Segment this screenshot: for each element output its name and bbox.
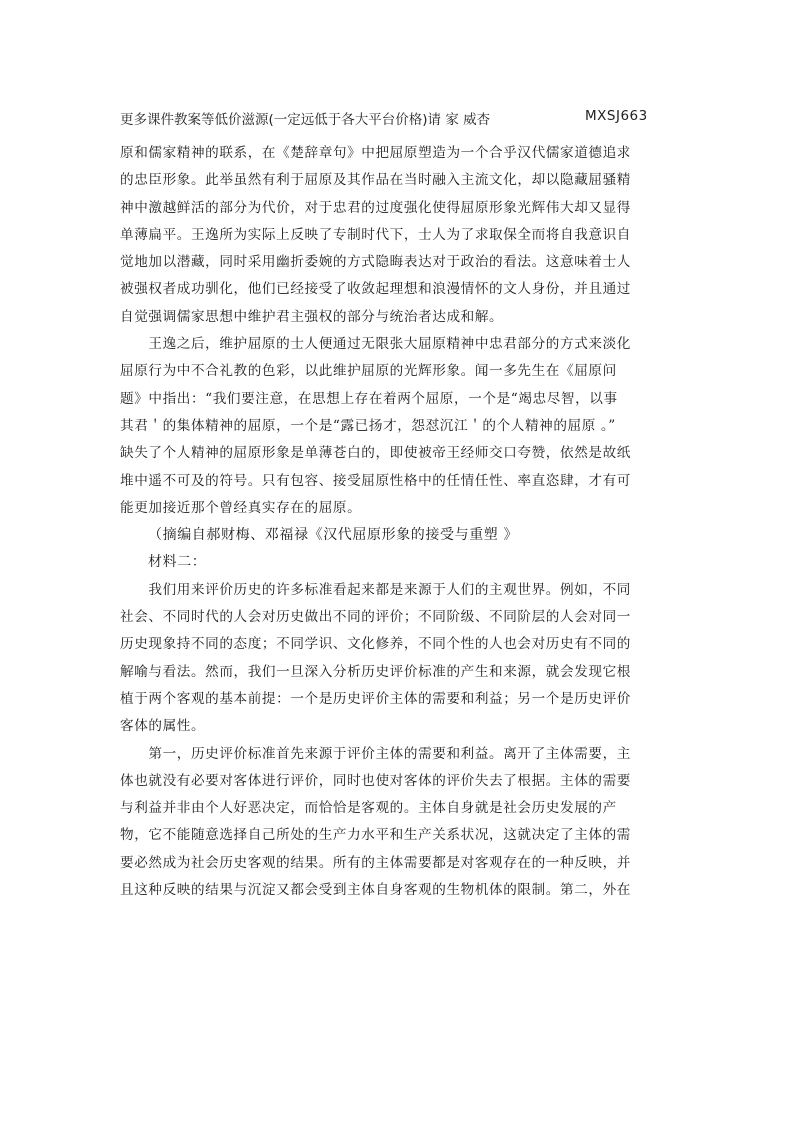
text-line: 王逸之后，维护屈原的士人便通过无限张大屈原精神中忠君部分的方式来淡化 <box>120 336 631 353</box>
text-line: 物，它不能随意选择自己所处的生产力水平和生产关系状况，这就决定了主体的需 <box>120 827 631 844</box>
text-line: 解喻与看法。然而，我们一旦深入分析历史评价标准的产生和来源，就会发现它根 <box>120 663 631 680</box>
text-line: 能更加接近那个曾经真实存在的屈原。 <box>120 499 362 516</box>
text-line: 植于两个客观的基本前提：一个是历史评价主体的需要和利益；另一个是历史评价 <box>120 690 631 707</box>
text-line: 屈原行为中不合礼教的色彩，以此维护屈原的光辉形象。闻一多先生在《屈原问 <box>120 363 617 380</box>
material-label: 材料二： <box>148 554 207 571</box>
text-line: 且这种反映的结果与沉淀又都会受到主体自身客观的生物机体的限制。第二，外在 <box>120 882 631 899</box>
text-line: 社会、不同时代的人会对历史做出不同的评价；不同阶级、不同阶层的人会对同一 <box>120 609 631 626</box>
page-header <box>120 108 680 130</box>
text-line: 与利益并非由个人好恶决定，而恰恰是客观的。主体自身就是社会历史发展的产 <box>120 800 617 817</box>
text-line: 客体的属性。 <box>120 718 206 735</box>
text-line: 的忠臣形象。此举虽然有利于屈原及其作品在当时融入主流文化，却以隐藏屈骚精 <box>120 172 631 189</box>
text-line: 堆中遥不可及的符号。只有包容、接受屈原性格中的任情任性、率直恣肆，才有可 <box>120 472 631 489</box>
text-line: 觉地加以潜藏，同时采用幽折委婉的方式隐晦表达对于政治的看法。这意味着士人 <box>120 254 631 271</box>
text-line: 历史现象持不同的态度；不同学识、文化修养，不同个性的人也会对历史有不同的 <box>120 636 631 653</box>
text-line: 要必然成为社会历史客观的结果。所有的主体需要都是对客观存在的一种反映，并 <box>120 854 631 871</box>
text-line: 我们用来评价历史的许多标准看起来都是来源于人们的主观世界。例如，不同 <box>120 581 631 598</box>
text-line: 原和儒家精神的联系，在《楚辞章句》中把屈原塑造为一个合乎汉代儒家道德追求 <box>120 145 631 161</box>
header-promo-text: 更多课件教案等低价滋源(一定远低于各大平台价格)请 家 威杏 <box>120 112 491 128</box>
header-contact-id: MXSJ663 <box>585 108 648 124</box>
body-text <box>120 140 660 904</box>
text-line: 体也就没有必要对客体进行评价，同时也使对客体的评价失去了根据。主体的需要 <box>120 772 631 789</box>
text-line: 题》中指出：“我们要注意，在思想上存在着两个屈原，一个是“竭忠尽智，以事 <box>120 390 618 407</box>
text-line: 被强权者成功驯化，他们已经接受了收敛起理想和浪漫情怀的文人身份，并且通过 <box>120 281 631 298</box>
text-line: 单薄扁平。王逸所为实际上反映了专制时代下，士人为了求取保全而将自我意识自 <box>120 226 631 243</box>
text-line: 第一，历史评价标准首先来源于评价主体的需要和利益。离开了主体需要，主 <box>120 745 631 762</box>
text-line: 其君＇的集体精神的屈原，一个是“露已扬才，怨怼沉江＇的个人精神的屈原 。” <box>120 417 616 434</box>
text-line: 自觉强调儒家思想中维护君主强权的部分与统治者达成和解。 <box>120 308 504 325</box>
citation: （摘编自郝财梅、邓福禄《汉代屈原形象的接受与重塑 》 <box>148 527 519 544</box>
text-line: 神中激越鲜活的部分为代价，对于忠君的过度强化使得屈原形象光辉伟大却又显得 <box>120 199 631 216</box>
text-line: 缺失了个人精神的屈原形象是单薄苍白的，即使被帝王经师交口夸赞，依然是故纸 <box>120 445 631 462</box>
